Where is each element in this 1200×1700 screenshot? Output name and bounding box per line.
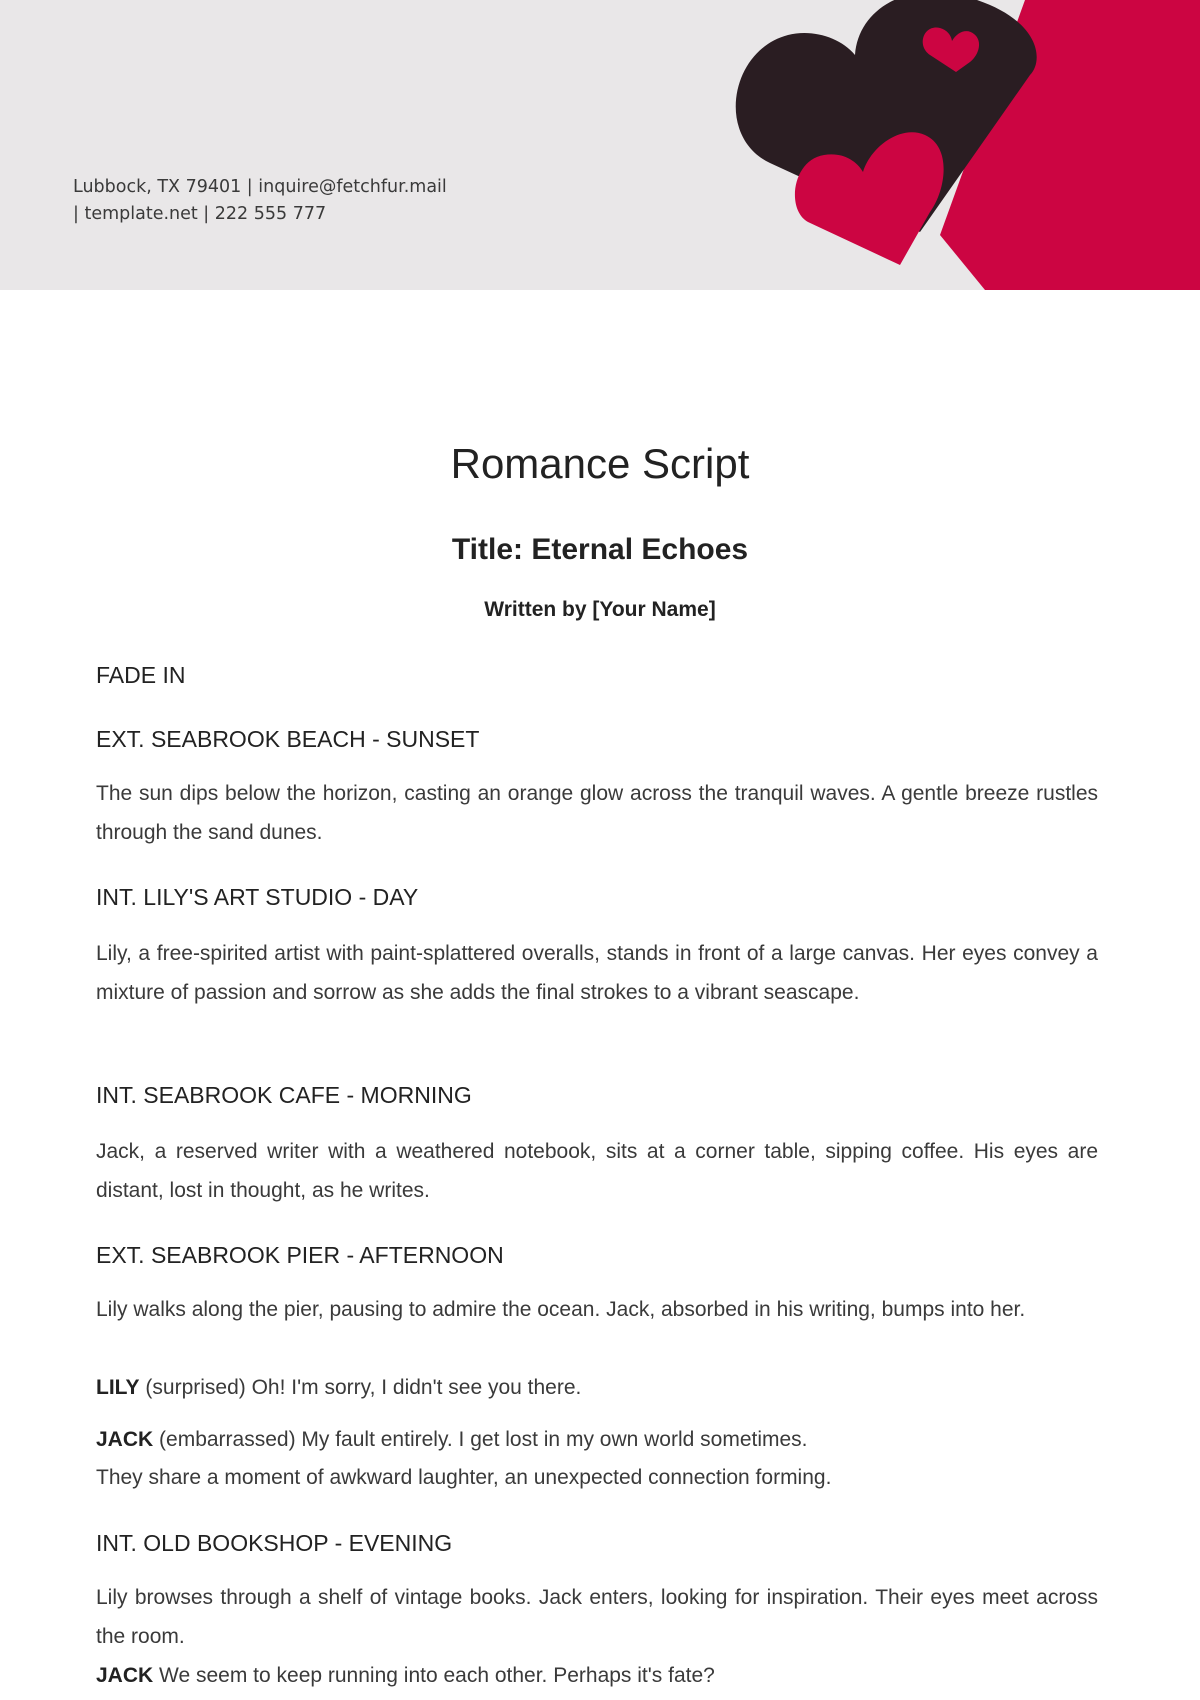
scene-heading: EXT. SEABROOK BEACH - SUNSET	[96, 726, 480, 752]
scene-description: Lily, a free-spirited artist with paint-splattered overalls, stands in front of a large canvas. Her eyes convey a mixture of passion and sorrow as she adds the final strokes to a vibrant seascape.	[96, 942, 1098, 1004]
scene-heading: INT. LILY'S ART STUDIO - DAY	[96, 884, 419, 910]
dialogue-text: We seem to keep running into each other. Perhaps it's fate?	[153, 1664, 715, 1687]
scene-description: Jack, a reserved writer with a weathered notebook, sits at a corner table, sipping coffee. His eyes are distant, lost in thought, as he writes.	[96, 1140, 1098, 1202]
contact-line-web-phone: | template.net | 222 555 777	[73, 204, 327, 224]
dialogue-line	[96, 1664, 715, 1688]
scene-heading: INT. OLD BOOKSHOP - EVENING	[96, 1530, 453, 1556]
dialogue-speaker: JACK	[96, 1664, 154, 1687]
header-banner	[0, 0, 1200, 290]
dialogue-text: (surprised) Oh! I'm sorry, I didn't see you there.	[139, 1376, 582, 1399]
dialogue-line	[96, 1428, 808, 1452]
scene-heading: EXT. SEABROOK PIER - AFTERNOON	[96, 1242, 504, 1268]
scene-description: Lily browses through a shelf of vintage books. Jack enters, looking for inspiration. Their eyes meet across the room.	[96, 1586, 1098, 1648]
dialogue-text: (embarrassed) My fault entirely. I get lost in my own world sometimes.	[153, 1428, 808, 1451]
fade-in-heading: FADE IN	[96, 662, 186, 688]
hearts-decoration	[0, 0, 1200, 290]
script-title: Title: Eternal Echoes	[451, 533, 749, 566]
page-title: Romance Script	[450, 440, 750, 487]
byline: Written by [Your Name]	[484, 598, 716, 621]
dialogue-line	[96, 1376, 581, 1400]
dialogue-speaker: JACK	[96, 1428, 154, 1451]
scene-description: Lily walks along the pier, pausing to admire the ocean. Jack, absorbed in his writing, bumps into her.	[96, 1298, 1026, 1321]
contact-info	[73, 174, 447, 228]
action-line: They share a moment of awkward laughter, an unexpected connection forming.	[96, 1466, 832, 1489]
scene-heading: INT. SEABROOK CAFE - MORNING	[96, 1082, 472, 1108]
contact-line-address: Lubbock, TX 79401 | inquire@fetchfur.mail	[73, 177, 447, 197]
scene-description: The sun dips below the horizon, casting an orange glow across the tranquil waves. A gentle breeze rustles through the sand dunes.	[96, 782, 1098, 844]
dialogue-speaker: LILY	[96, 1376, 140, 1399]
